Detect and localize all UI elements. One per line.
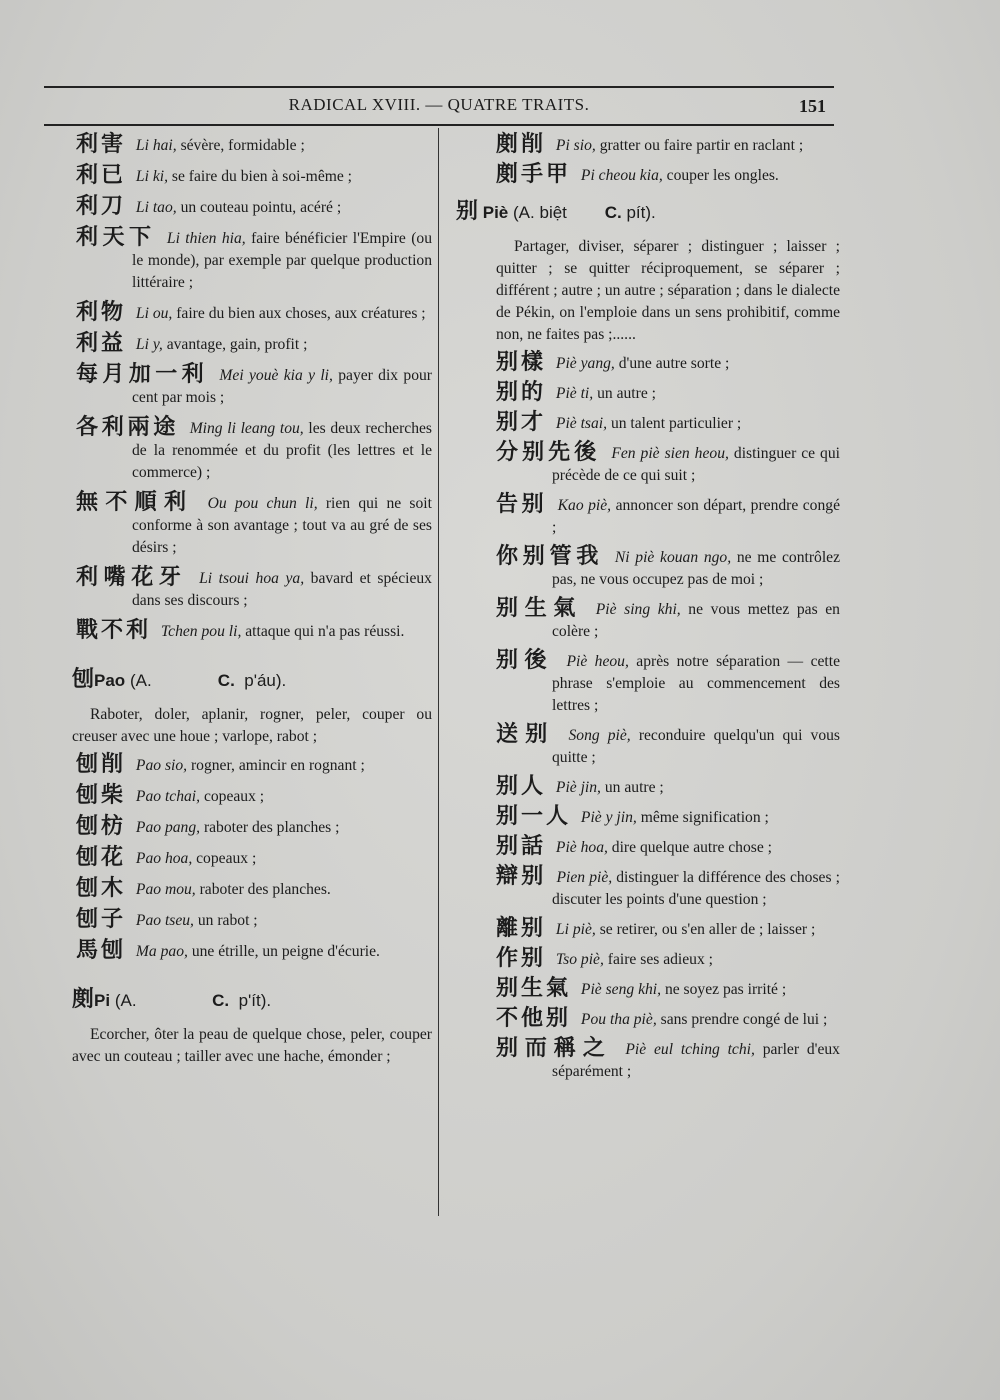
entry-romanization: Piè jin, — [555, 779, 601, 796]
dictionary-entry — [496, 412, 840, 435]
entry-definition: un rabot ; — [197, 912, 258, 929]
heading-cantonese-sound: p'áu). — [244, 671, 287, 690]
dictionary-entry — [76, 754, 432, 777]
entry-definition: faire ses adieux ; — [607, 951, 714, 968]
dictionary-entry — [76, 134, 432, 157]
entry-characters: 别後 — [496, 648, 554, 673]
dictionary-entry — [496, 134, 840, 157]
entry-romanization: Li tsoui hoa ya, — [199, 570, 305, 587]
entry-heading-pao — [72, 667, 432, 694]
entry-romanization: Ou pou chun li, — [207, 495, 318, 512]
dictionary-entry — [496, 598, 840, 643]
dictionary-entry — [76, 785, 432, 808]
entry-romanization: Piè yang, — [555, 355, 615, 372]
entry-characters: 作别 — [496, 946, 547, 971]
entry-romanization: Ni piè kouan ngo, — [614, 549, 732, 566]
dictionary-entry — [76, 333, 432, 356]
entry-romanization: Li y, — [135, 336, 163, 353]
entry-romanization: Kao piè, — [557, 497, 612, 514]
running-title: RADICAL XVIII. — QUATRE TRAITS. — [288, 95, 590, 114]
entry-characters: 辯别 — [496, 864, 547, 889]
dictionary-entry — [496, 918, 840, 941]
entry-characters: 你别管我 — [496, 544, 604, 569]
entry-definition: rien qui ne soit conforme à son avantage ; tout va au gré de ses désirs ; — [132, 495, 432, 556]
entry-definition: couper les ongles. — [666, 167, 779, 184]
entry-characters: 刨削 — [76, 752, 127, 777]
entry-definition: copeaux ; — [203, 788, 265, 805]
entry-definition: un autre ; — [604, 779, 664, 796]
right-column — [456, 132, 841, 1090]
entry-list-pao — [76, 754, 432, 963]
entry-definition: se faire du bien à soi-même ; — [171, 168, 353, 185]
entry-definition: raboter des planches. — [199, 881, 331, 898]
entry-definition: rogner, amincir en rognant ; — [190, 757, 365, 774]
entry-list-pi — [496, 134, 840, 187]
entry-characters: 别而稱之 — [496, 1036, 612, 1061]
dictionary-entry — [76, 909, 432, 932]
dictionary-entry — [76, 417, 432, 484]
column-divider — [438, 128, 439, 1216]
entry-characters: 戰不利 — [76, 618, 152, 643]
entry-definition: copeaux ; — [196, 850, 257, 867]
entry-characters: 告别 — [496, 492, 548, 517]
entry-romanization: Piè tsai, — [555, 415, 608, 432]
entry-romanization: Piè ti, — [555, 385, 594, 402]
heading-romanization: Pi — [94, 991, 111, 1010]
entry-romanization: Pao pang, — [135, 819, 201, 836]
entry-characters: 各利兩途 — [76, 415, 180, 440]
heading-annamite-label: (A. — [129, 671, 152, 690]
entry-romanization: Li ou, — [135, 305, 173, 322]
entry-definition: un autre ; — [597, 385, 656, 402]
running-header — [44, 86, 834, 126]
entry-definition: ne me contrôlez pas, ne vous occupez pas de moi ; — [552, 549, 841, 588]
entry-characters: 剫削 — [496, 132, 547, 157]
entry-characters: 利物 — [76, 300, 127, 325]
entry-romanization: Pao sio, — [135, 757, 188, 774]
entry-romanization: Li hai, — [135, 137, 177, 154]
entry-definition: reconduire quelqu'un qui vous quitte ; — [552, 727, 840, 766]
entry-characters: 離别 — [496, 916, 547, 941]
heading-cantonese-label: C. — [212, 991, 230, 1010]
entry-definition: annoncer son départ, prendre congé ; — [552, 497, 840, 536]
dictionary-entry — [496, 1008, 840, 1031]
entry-list-pie — [496, 352, 840, 1083]
dictionary-entry — [76, 816, 432, 839]
entry-characters: 刨柴 — [76, 783, 127, 808]
entry-definition: gratter ou faire partir en raclant ; — [599, 137, 804, 154]
entry-romanization: Pou tha piè, — [580, 1011, 657, 1028]
entry-characters: 利刀 — [76, 194, 127, 219]
heading-annamite-label: (A. — [114, 991, 137, 1010]
dictionary-entry — [496, 442, 840, 487]
entry-characters: 利已 — [76, 163, 127, 188]
heading-romanization: Piè — [482, 203, 509, 222]
entry-heading-pi — [72, 987, 432, 1014]
heading-character: 别 — [456, 199, 479, 224]
entry-romanization: Pi cheou kia, — [580, 167, 663, 184]
heading-annamite-sound: biệt — [539, 203, 567, 222]
dictionary-entry — [496, 164, 840, 187]
dictionary-entry — [76, 847, 432, 870]
entry-characters: 别生氣 — [496, 596, 583, 621]
entry-romanization: Li thien hia, — [166, 230, 246, 247]
entry-romanization: Pien piè, — [556, 869, 613, 886]
entry-definition: attaque qui n'a pas réussi. — [245, 623, 405, 640]
dictionary-entry — [496, 494, 840, 539]
dictionary-entry — [496, 352, 840, 375]
dictionary-entry — [76, 165, 432, 188]
heading-annamite-label: (A. — [513, 203, 535, 222]
dictionary-entry — [496, 776, 840, 799]
entry-romanization: Song piè, — [568, 727, 631, 744]
entry-romanization: Pao tseu, — [135, 912, 194, 929]
dictionary-entry — [76, 302, 432, 325]
left-column — [72, 132, 433, 1074]
dictionary-entry — [496, 546, 840, 591]
dictionary-entry — [76, 227, 432, 294]
entry-definition: parler d'eux séparément ; — [552, 1041, 840, 1080]
entry-characters: 利嘴花牙 — [76, 565, 187, 590]
entry-romanization: Ma pao, — [135, 943, 188, 960]
entry-definition: ne soyez pas irrité ; — [664, 981, 787, 998]
entry-definition: se retirer, ou s'en aller de ; laisser ; — [599, 921, 816, 938]
dictionary-entry — [496, 1038, 840, 1083]
entry-definition: distinguer ce qui précède de ce qui suit ; — [552, 445, 840, 484]
entry-list-li — [76, 134, 432, 643]
entry-characters: 送别 — [496, 722, 555, 747]
entry-romanization: Li ki, — [135, 168, 168, 185]
entry-definition: bavard et spécieux dans ses discours ; — [132, 570, 432, 609]
entry-romanization: Pao hoa, — [135, 850, 193, 867]
entry-characters: 刨花 — [76, 845, 127, 870]
entry-romanization: Pao tchai, — [135, 788, 201, 805]
entry-definition: même signification ; — [640, 809, 769, 826]
entry-characters: 馬刨 — [76, 938, 127, 963]
entry-characters: 刨木 — [76, 876, 127, 901]
entry-romanization: Pao mou, — [135, 881, 196, 898]
gloss-pao: Raboter, doler, aplanir, rogner, peler, couper ou creuser avec une houe ; varlope, rabot ; — [72, 706, 432, 745]
entry-characters: 刨子 — [76, 907, 127, 932]
entry-romanization: Piè seng khi, — [580, 981, 662, 998]
dictionary-entry — [496, 866, 840, 911]
dictionary-entry — [76, 567, 432, 612]
dictionary-entry — [76, 940, 432, 963]
entry-characters: 别話 — [496, 834, 547, 859]
entry-definition: raboter des planches ; — [203, 819, 340, 836]
dictionary-entry — [496, 806, 840, 829]
entry-definition: une étrille, un peigne d'écurie. — [191, 943, 380, 960]
heading-romanization: Pao — [94, 671, 126, 690]
heading-character: 剫 — [72, 987, 95, 1012]
entry-definition: sévère, formidable ; — [180, 137, 305, 154]
entry-definition: dire quelque autre chose ; — [611, 839, 772, 856]
entry-characters: 分别先後 — [496, 440, 601, 465]
entry-romanization: Li tao, — [135, 199, 177, 216]
entry-characters: 别才 — [496, 410, 547, 435]
entry-characters: 利天下 — [76, 225, 156, 250]
entry-characters: 刨枋 — [76, 814, 127, 839]
entry-definition: faire bénéficier l'Empire (ou le monde), par exemple par quelque production littéraire ; — [132, 230, 432, 291]
entry-romanization: Tchen pou li, — [160, 623, 242, 640]
entry-romanization: Piè eul tching tchi, — [625, 1041, 755, 1058]
entry-definition: distinguer la différence des choses ; discuter les points d'une question ; — [552, 869, 840, 908]
dictionary-entry — [76, 196, 432, 219]
dictionary-entry — [496, 978, 840, 1001]
heading-cantonese-label: C. — [604, 203, 622, 222]
heading-cantonese-sound: p'ít). — [238, 991, 272, 1010]
dictionary-entry — [496, 948, 840, 971]
dictionary-entry — [496, 836, 840, 859]
entry-romanization: Fen piè sien heou, — [611, 445, 729, 462]
entry-characters: 剫手甲 — [496, 162, 572, 187]
dictionary-entry — [76, 878, 432, 901]
entry-romanization: Ming li leang tou, — [189, 420, 304, 437]
entry-characters: 别的 — [496, 380, 547, 405]
entry-characters: 别生氣 — [496, 976, 572, 1001]
page-number: 151 — [799, 96, 826, 116]
gloss-pie: Partager, diviser, séparer ; distinguer ; laisser ; quitter ; se quitter réciproquement, se séparer ; différent ; autre ; un autre ; séparation ; dans le dialecte de Pékin, on l'emploie dans un sens prohibitif, comme non, ne faites pas ;...... — [496, 238, 840, 343]
entry-romanization: Piè y jin, — [580, 809, 637, 826]
heading-cantonese-label: C. — [217, 671, 235, 690]
entry-definition: sans prendre congé de lui ; — [660, 1011, 828, 1028]
entry-characters: 别一人 — [496, 804, 572, 829]
entry-characters: 利害 — [76, 132, 127, 157]
entry-definition: après notre séparation — cette phrase s'emploie au commencement des lettres ; — [552, 653, 840, 714]
entry-romanization: Li piè, — [555, 921, 596, 938]
entry-definition: ne vous mettez pas en colère ; — [552, 601, 840, 640]
entry-definition: faire du bien aux choses, aux créatures ; — [176, 305, 426, 322]
dictionary-entry — [76, 620, 432, 643]
entry-romanization: Piè sing khi, — [595, 601, 681, 618]
entry-romanization: Tso piè, — [555, 951, 604, 968]
entry-definition: d'une autre sorte ; — [618, 355, 730, 372]
entry-characters: 不他别 — [496, 1006, 572, 1031]
entry-romanization: Piè heou, — [566, 653, 629, 670]
dictionary-entry — [76, 364, 432, 409]
entry-definition: un talent particulier ; — [610, 415, 742, 432]
entry-definition: un couteau pointu, acéré ; — [180, 199, 342, 216]
entry-definition: payer dix pour cent par mois ; — [132, 367, 433, 406]
dictionary-entry — [496, 382, 840, 405]
entry-characters: 無不順利 — [76, 490, 194, 515]
entry-romanization: Piè hoa, — [555, 839, 608, 856]
heading-cantonese-sound: pít). — [626, 203, 656, 222]
entry-romanization: Mei youè kia y li, — [219, 367, 333, 384]
gloss-pi: Ecorcher, ôter la peau de quelque chose, peler, couper avec un couteau ; tailler avec une hache, émonder ; — [72, 1026, 432, 1065]
dictionary-entry — [496, 650, 840, 717]
heading-character: 刨 — [72, 667, 95, 692]
dictionary-entry — [496, 724, 840, 769]
entry-romanization: Pi sio, — [555, 137, 596, 154]
entry-heading-pie — [456, 199, 840, 226]
entry-definition: avantage, gain, profit ; — [166, 336, 308, 353]
dictionary-entry — [76, 492, 432, 559]
entry-characters: 别人 — [496, 774, 547, 799]
entry-definition: les deux recherches de la renommée et du profit (les lettres et le commerce) ; — [132, 420, 432, 481]
entry-characters: 每月加一利 — [76, 362, 209, 387]
entry-characters: 别樣 — [496, 350, 547, 375]
entry-characters: 利益 — [76, 331, 127, 356]
